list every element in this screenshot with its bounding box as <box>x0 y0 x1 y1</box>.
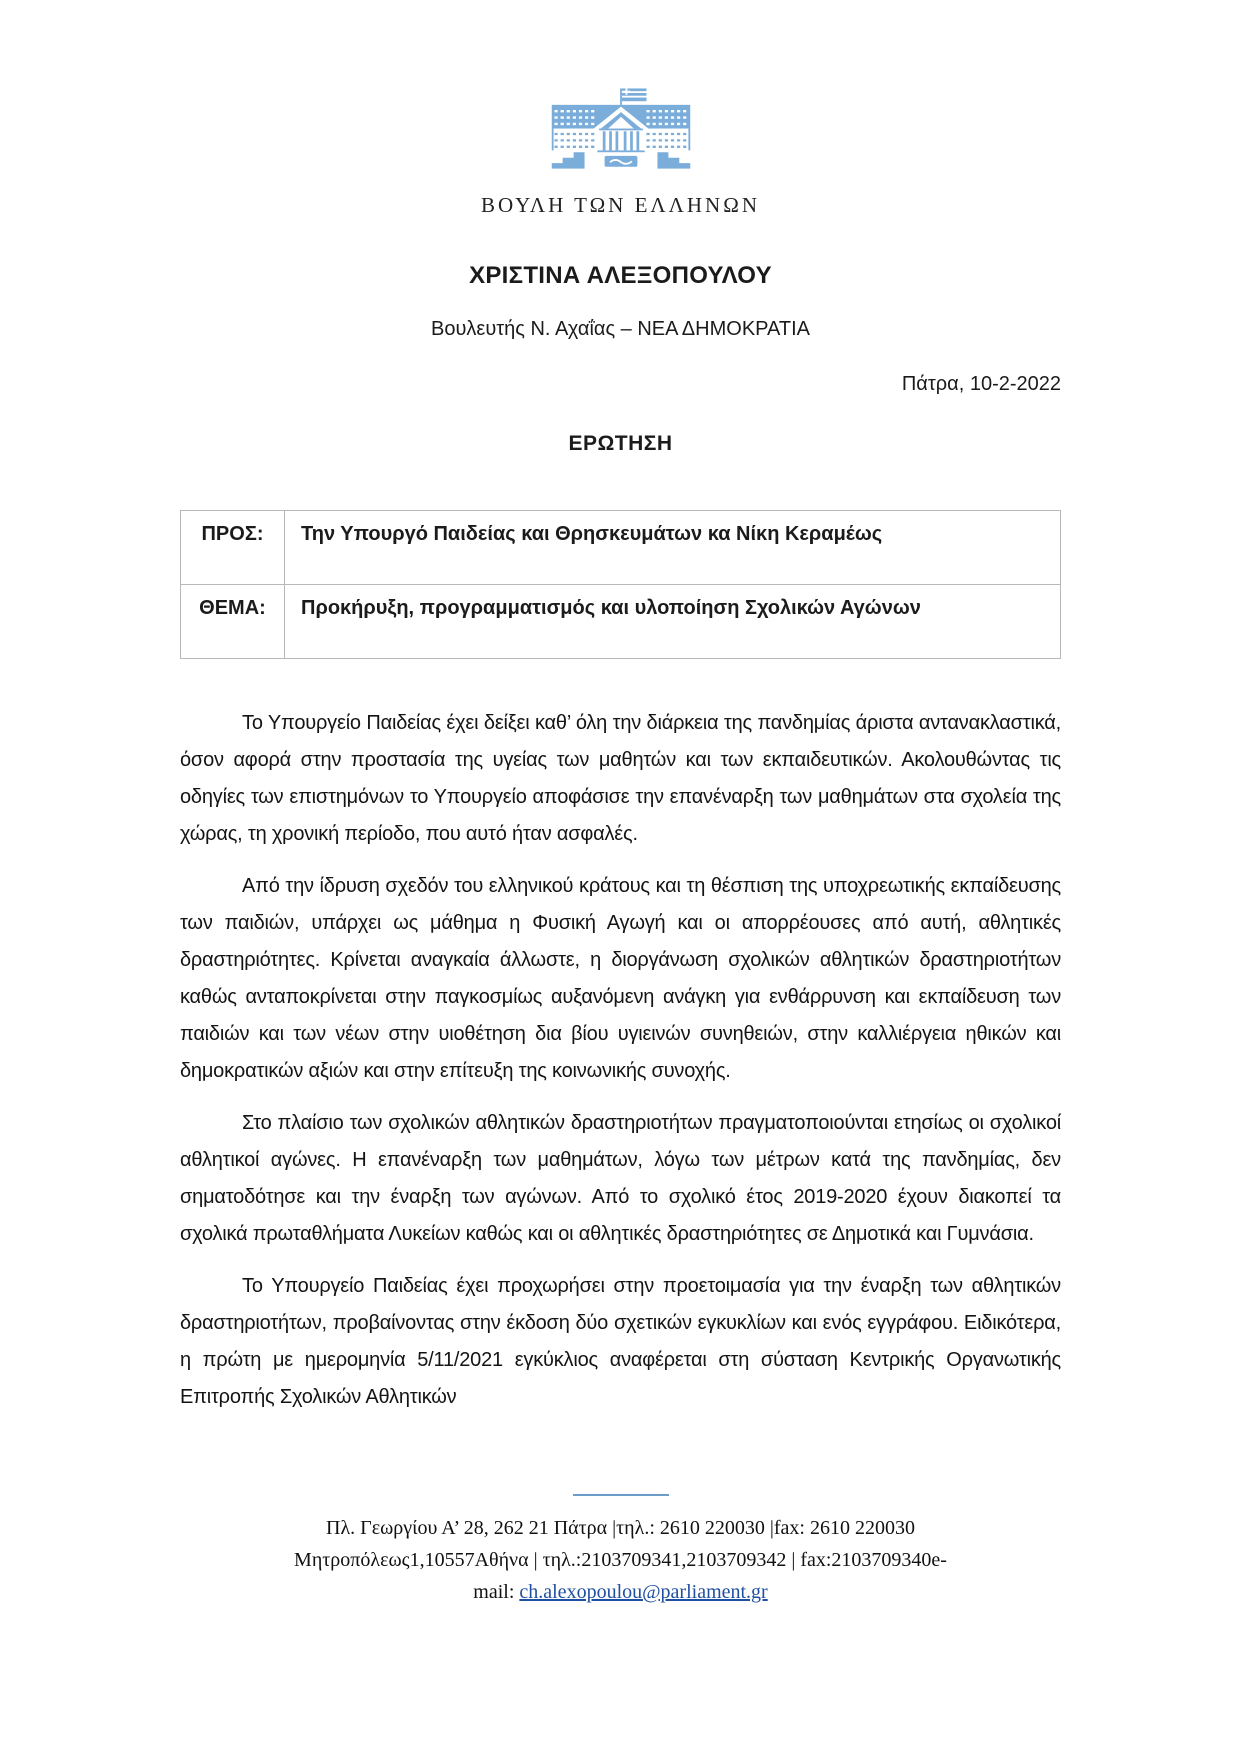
document-footer <box>0 1494 1241 1608</box>
footer-address-line-2: Μητροπόλεως1,10557Αθήνα | τηλ.:2103709341,2103709342 | fax:2103709340e- <box>294 1549 947 1571</box>
greek-flag-icon <box>621 88 646 101</box>
document-body <box>180 705 1061 1416</box>
thema-label: ΘΕΜΑ: <box>181 585 285 659</box>
table-row-pros <box>181 511 1061 585</box>
author-role: Βουλευτής Ν. Αχαΐας – ΝΕΑ ΔΗΜΟΚΡΑΤΙΑ <box>431 318 810 340</box>
footer-email-prefix: mail: <box>473 1581 520 1603</box>
meta-table <box>180 510 1061 659</box>
org-name: ΒΟΥΛΗ ΤΩΝ ΕΛΛΗΝΩΝ <box>481 193 760 217</box>
logo-container <box>180 88 1061 185</box>
doc-type-title: ΕΡΩΤΗΣΗ <box>568 432 673 455</box>
body-paragraph-4: Το Υπουργείο Παιδείας έχει προχωρήσει στην προετοιμασία για την έναρξη των αθλητικών δραστηριοτήτων, προβαίνοντας στην έκδοση δύο σχετικών εγκυκλίων και ενός εγγράφου. Ειδικότερα, η πρώτη με ημερομηνία 5/11/2021 εγκύκλιος αναφέρεται στη σύσταση Κεντρικής Οργανωτικής Επιτροπής Σχολικών Αθλητικών <box>180 1275 1061 1408</box>
dateline: Πάτρα, 10-2-2022 <box>901 373 1061 395</box>
email-link[interactable]: ch.alexopoulou@parliament.gr <box>519 1581 768 1603</box>
body-paragraph-2: Από την ίδρυση σχεδόν του ελληνικού κράτους και τη θέσπιση της υποχρεωτικής εκπαίδευσης των παιδιών, υπάρχει ως μάθημα η Φυσική Αγωγή και οι απορρέουσες από αυτή, αθλητικές δραστηριότητες. Κρίνεται αναγκαία άλλωστε, η διοργάνωση σχολικών αθλητικών δραστηριοτήτων καθώς ανταποκρίνεται στην παγκοσμίως αυξανόμενη ανάγκη για ενθάρρυνση και εκπαίδευση των παιδιών και των νέων στην υιοθέτηση δια βίου υγιεινών συνηθειών, στην καλλιέργεια ηθικών και δημοκρατικών αξιών και στην επίτευξη της κοινωνικής συνοχής. <box>180 875 1061 1082</box>
hellenic-parliament-building-icon <box>539 88 703 180</box>
thema-value: Προκήρυξη, προγραμματισμός και υλοποίηση Σχολικών Αγώνων <box>285 585 1061 659</box>
pros-label: ΠΡΟΣ: <box>181 511 285 585</box>
table-row-thema <box>181 585 1061 659</box>
author-name: ΧΡΙΣΤΙΝΑ ΑΛΕΞΟΠΟΥΛΟΥ <box>469 262 772 289</box>
body-paragraph-1: Το Υπουργείο Παιδείας έχει δείξει καθ’ όλη την διάρκεια της πανδημίας άριστα αντανακλαστικά, όσον αφορά στην προστασία της υγείας των μαθητών και των εκπαιδευτικών. Ακολουθώντας τις οδηγίες των επιστημόνων το Υπουργείο αποφάσισε την επανέναρξη των μαθημάτων στα σχολεία της χώρας, τη χρονική περίοδο, που αυτό ήταν ασφαλές. <box>180 712 1061 845</box>
footer-address-line-3 <box>0 1576 1241 1608</box>
body-paragraph-3: Στο πλαίσιο των σχολικών αθλητικών δραστηριοτήτων πραγματοποιούνται ετησίως οι σχολικοί αθλητικοί αγώνες. Η επανέναρξη των μαθημάτων, λόγω των μέτρων κατά της πανδημίας, δεν σηματοδότησε και την έναρξη των αγώνων. Από το σχολικό έτος 2019-2020 έχουν διακοπεί τα σχολικά πρωταθλήματα Λυκείων καθώς και οι αθλητικές δραστηριότητες σε Δημοτικά και Γυμνάσια. <box>180 1112 1061 1245</box>
footer-divider <box>573 1494 669 1496</box>
pros-value: Την Υπουργό Παιδείας και Θρησκευμάτων κα Νίκη Κεραμέως <box>285 511 1061 585</box>
footer-address-line-1: Πλ. Γεωργίου Α’ 28, 262 21 Πάτρα |τηλ.: 2610 220030 |fax: 2610 220030 <box>326 1517 915 1539</box>
